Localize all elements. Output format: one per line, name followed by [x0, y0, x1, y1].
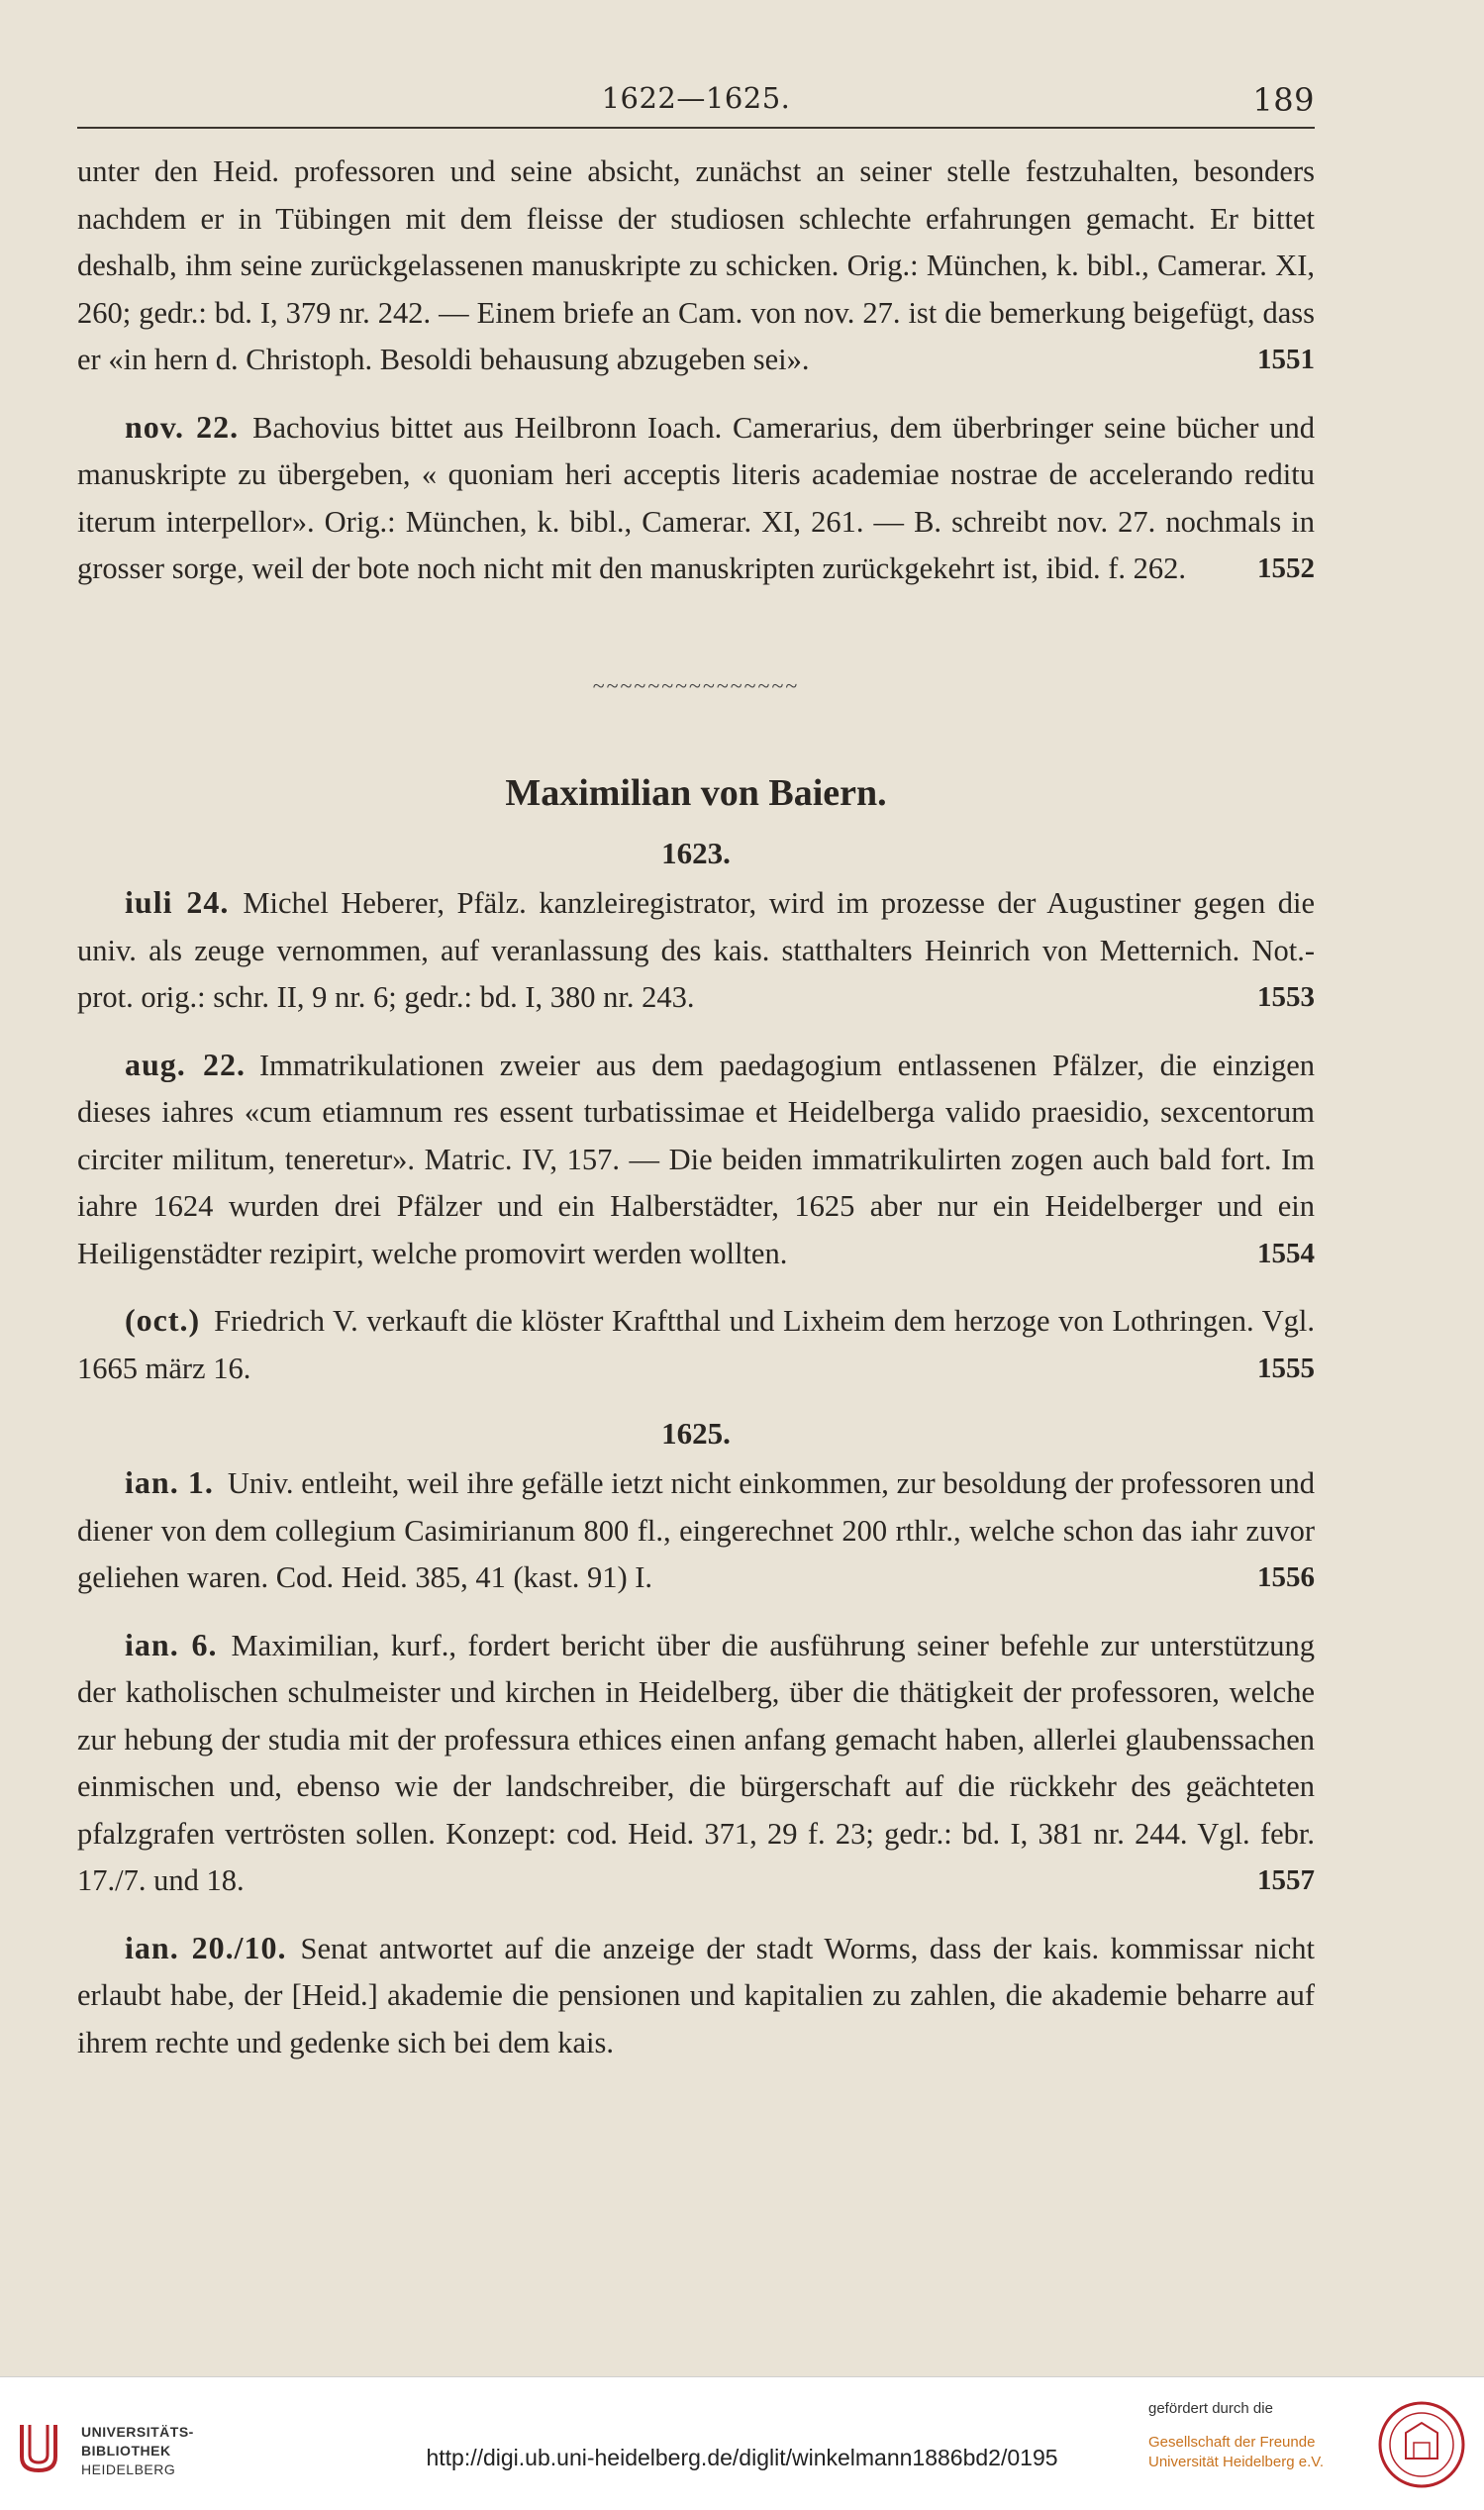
running-header [77, 81, 1315, 131]
entry-number: 1553 [1257, 981, 1315, 1013]
regest-entry [77, 149, 1315, 384]
entry-text: Immatrikulationen zweier aus dem paedagogium entlassenen Pfälzer, die einzigen dieses iahres «cum etiamnum res essent turbatissimae et Heidelberga valido praesidio, sexcentorum circiter militum, teneretur». Matric. IV, 157. — Die beiden immatrikulirten zogen auch bald fort. Im iahre 1624 wurden drei Pfälzer und ein Halberstädter, 1625 aber nur ein Heidelberger und ein Heiligenstädter rezipirt, welche promovirt werden wollten. [77, 1048, 1315, 1270]
entry-text: Univ. entleiht, weil ihre gefälle ietzt nicht einkommen, zur besoldung der professoren und diener von dem collegium Casimirianum 800 fl., eingerechnet 200 rthlr., welche schon das iahr zuvor geliehen waren. Cod. Heid. 385, 41 (kast. 91) I. [77, 1466, 1315, 1594]
regest-entry [77, 879, 1315, 1022]
entry-date: nov. 22. [125, 408, 240, 445]
university-seal-icon [1376, 2399, 1467, 2490]
digitization-footer [0, 2376, 1484, 2510]
entry-date: ian. 6. [125, 1626, 218, 1662]
ornament-divider: ~~~~~~~~~~~~~~~ [592, 672, 800, 698]
regest-entry [77, 1297, 1315, 1392]
regest-entry [77, 1459, 1315, 1602]
entry-number: 1552 [1257, 552, 1315, 584]
regest-entry [77, 404, 1315, 593]
page-number: 189 [1252, 81, 1315, 119]
entry-text: Friedrich V. verkauft die klöster Kraftthal und Lixheim dem herzoge von Lothringen. Vgl. 1665 märz 16. [77, 1304, 1315, 1385]
entry-number: 1556 [1257, 1561, 1315, 1593]
sponsor-intro: gefördert durch die [1148, 2400, 1273, 2417]
year-heading-1625: 1625. [661, 1416, 731, 1451]
entry-text: Bachovius bittet aus Heilbronn Ioach. Camerarius, dem überbringer seine bücher und manuskripte zu übergeben, « quoniam heri acceptis literis academiae nostrae de accelerando reditu iterum interpellor». Orig.: München, k. bibl., Camerar. XI, 261. — B. schreibt nov. 27. nochmals in grosser sorge, weil der bote noch nicht mit den manuskripten zurückgekehrt ist, ibid. f. 262. [77, 410, 1315, 585]
regest-entry [77, 1042, 1315, 1278]
permalink-url[interactable]: http://digi.ub.uni-heidelberg.de/diglit/winkelmann1886bd2/0195 [426, 2445, 1058, 2470]
library-line-1: UNIVERSITÄTS- [81, 2424, 194, 2440]
entry-number: 1554 [1257, 1237, 1315, 1269]
section-title: Maximilian von Baiern. [505, 772, 887, 814]
sponsor-line-2: Universität Heidelberg e.V. [1148, 2454, 1325, 2470]
sponsor-block [1148, 2399, 1386, 2472]
entry-date: aug. 22. [125, 1046, 246, 1082]
entry-text: Maximilian, kurf., fordert bericht über die ausführung seiner befehle zur unterstützung der katholischen schulmeister und kirchen in Heidelberg, über die thätigkeit der professoren, welche zur hebung der studia mit der professura ethices einen anfang gemacht haben, allerlei glaubenssachen einmischen und, ebenso wie der landschreiber, die bürgerschaft auf die rückkehr des geächteten pfalzgrafen vertrösten sollen. Konzept: cod. Heid. 371, 29 f. 23; gedr.: bd. I, 381 nr. 244. Vgl. febr. 17./7. und 18. [77, 1628, 1316, 1897]
entry-date: iuli 24. [125, 884, 230, 920]
header-rule [77, 127, 1315, 129]
entry-date: ian. 20./10. [125, 1929, 287, 1965]
entries-1623 [77, 879, 1315, 1392]
entry-text: Senat antwortet auf die anzeige der stadt Worms, dass der kais. kommissar nicht erlaubt habe, der [Heid.] akademie die pensionen und kapitalien zu zahlen, die akademie beharre auf ihrem rechte und gedenke sich bei dem kais. [77, 1931, 1316, 2059]
entries-top [77, 149, 1315, 593]
entry-date: ian. 1. [125, 1464, 214, 1500]
library-line-2: BIBLIOTHEK [81, 2443, 171, 2459]
header-years: 1622—1625. [601, 81, 791, 115]
entries-1625 [77, 1459, 1315, 2066]
entry-number: 1551 [1257, 344, 1315, 375]
year-heading-1623: 1623. [661, 836, 731, 870]
entry-date: (oct.) [125, 1302, 201, 1338]
library-line-3: HEIDELBERG [81, 2461, 176, 2477]
regest-entry [77, 1925, 1315, 2067]
regest-entry [77, 1622, 1315, 1905]
entry-text: Michel Heberer, Pfälz. kanzleiregistrator, wird im prozesse der Augustiner gegen die univ. als zeuge vernommen, auf veranlassung des kais. statthalters Heinrich von Metternich. Not.-prot. orig.: schr. II, 9 nr. 6; gedr.: bd. I, 380 nr. 243. [77, 886, 1316, 1014]
entry-number: 1557 [1257, 1864, 1315, 1896]
entry-text: unter den Heid. professoren und seine absicht, zunächst an seiner stelle festzuhalten, besonders nachdem er in Tübingen mit dem fleisse der studiosen schlechte erfahrungen gemacht. Er bittet deshalb, ihm seine zurückgelassenen manuskripte zu schicken. Orig.: München, k. bibl., Camerar. XI, 260; gedr.: bd. I, 379 nr. 242. — Einem briefe an Cam. von nov. 27. ist die bemerkung beigefügt, dass er «in hern d. Christoph. Besoldi behausung abzugeben sei». [77, 154, 1315, 376]
entry-number: 1555 [1257, 1352, 1315, 1384]
page-body [77, 149, 1315, 2086]
sponsor-line-1: Gesellschaft der Freunde [1148, 2434, 1316, 2451]
